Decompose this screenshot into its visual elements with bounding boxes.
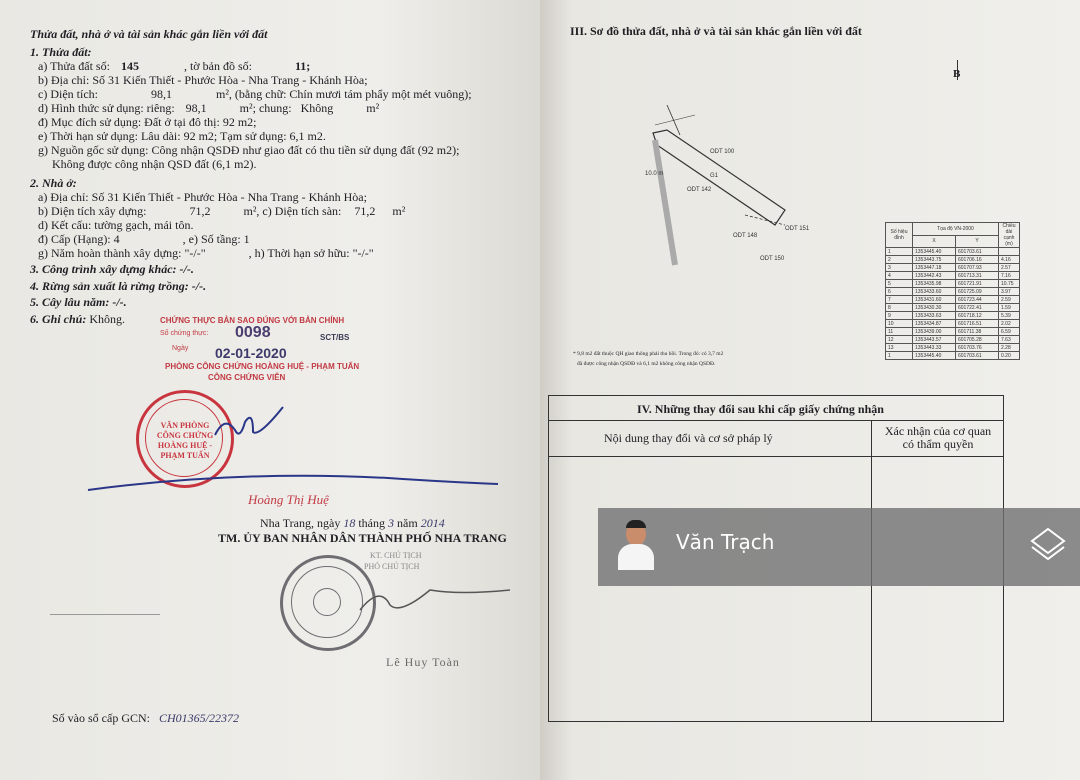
north-label: B <box>953 68 961 80</box>
map-label-odt142: ODT 142 <box>687 187 712 193</box>
table-row <box>886 328 1020 336</box>
table-cell: 6 <box>886 288 913 296</box>
table-cell: 1353434.87 <box>913 320 956 328</box>
watermark-banner <box>598 508 1080 586</box>
section-5: 5. Cây lâu năm: -/-. <box>30 295 127 309</box>
map-label-odt151: ODT 151 <box>785 226 810 232</box>
table-cell: 1353443.33 <box>913 344 956 352</box>
table-cell: 601707.93 <box>956 264 999 272</box>
coordinate-table <box>885 222 1020 360</box>
map-label-odt150: ODT 150 <box>760 256 785 262</box>
table-cell: 2.57 <box>999 264 1020 272</box>
table-row <box>886 336 1020 344</box>
section-3: 3. Công trình xây dựng khác: -/-. <box>30 262 194 276</box>
table-cell: 2.02 <box>999 320 1020 328</box>
table-row <box>886 280 1020 288</box>
usage-term-line: e) Thời hạn sử dụng: Lâu dài: 92 m2; Tạm sử dụng: 6,1 m2. <box>38 129 326 143</box>
section-3-title: III. Sơ đồ thửa đất, nhà ở và tài sản khác gắn liền với đất <box>570 24 862 38</box>
map-label-odt148: ODT 148 <box>733 233 758 239</box>
table-row <box>886 312 1020 320</box>
table-cell: 5.39 <box>999 312 1020 320</box>
table-row <box>886 320 1020 328</box>
table-cell: 1353433.60 <box>913 288 956 296</box>
chairman-name: Lê Huy Toàn <box>386 655 460 669</box>
table-cell: 601716.51 <box>956 320 999 328</box>
table-cell: 601703.61 <box>956 352 999 360</box>
table-cell: 1 <box>886 248 913 256</box>
table-cell: 601706.16 <box>956 256 999 264</box>
table-cell: 10.75 <box>999 280 1020 288</box>
table-cell: 1.59 <box>999 304 1020 312</box>
parcel-number-line: a) Thửa đất số: 145 , tờ bản đồ số: 11; <box>38 59 311 73</box>
table-cell: 10 <box>886 320 913 328</box>
right-page <box>540 0 1080 780</box>
table-cell: 7 <box>886 296 913 304</box>
table-cell: 1353445.40 <box>913 248 956 256</box>
col-changes: Nội dung thay đổi và cơ sở pháp lý <box>604 431 773 445</box>
table-row <box>886 256 1020 264</box>
chairman-signature <box>340 580 520 620</box>
completion-line: g) Năm hoàn thành xây dựng: "-/-" , h) Thời hạn sở hữu: "-/-" <box>38 246 374 260</box>
table-cell: 2 <box>886 256 913 264</box>
notary-signer-name: Hoàng Thị Huệ <box>248 492 329 507</box>
table-cell: 7.63 <box>999 336 1020 344</box>
table-cell: 1353443.75 <box>913 256 956 264</box>
cert-office: PHÒNG CÔNG CHỨNG HOÀNG HUỆ - PHẠM TUẤN <box>165 362 360 371</box>
table-row <box>886 288 1020 296</box>
section-4: 4. Rừng sản xuất là rừng trồng: -/-. <box>30 279 207 293</box>
area-line: c) Diện tích: 98,1 m², (bằng chữ: Chín mươi tám phẩy một mét vuông); <box>38 87 472 101</box>
col-vertex: Số hiệu đỉnh <box>886 223 913 248</box>
table-row <box>886 264 1020 272</box>
table-cell: 601713.31 <box>956 272 999 280</box>
table-cell: 7.16 <box>999 272 1020 280</box>
table-cell: 1353433.63 <box>913 312 956 320</box>
table-cell: 601711.38 <box>956 328 999 336</box>
table-cell: 1353435.98 <box>913 280 956 288</box>
table-row <box>886 352 1020 360</box>
note-1: * 9,8 m2 đất thuộc QH giao thông phải thu hồi. Trong đó: có 3,7 m2 <box>573 351 724 357</box>
table-cell: 601718.12 <box>956 312 999 320</box>
origin-line-2: Không được công nhận QSD đất (6,1 m2). <box>52 157 257 171</box>
avatar[interactable] <box>616 520 656 570</box>
cert-date-label: Ngày <box>172 345 189 352</box>
origin-line: g) Nguồn gốc sử dụng: Công nhận QSDĐ như giao đất có thu tiền sử dụng đất (92 m2); <box>38 143 460 157</box>
table-cell: 1353430.30 <box>913 304 956 312</box>
table-row <box>886 296 1020 304</box>
table-cell: 1353447.18 <box>913 264 956 272</box>
grade-line: đ) Cấp (Hạng): 4 , e) Số tầng: 1 <box>38 232 250 246</box>
table-cell: 2.59 <box>999 296 1020 304</box>
col-length: Chiều dài cạnh (m) <box>999 223 1020 248</box>
col-coords: Tọa độ VN-2000 <box>913 223 999 236</box>
map-label-g1: G1 <box>710 173 719 179</box>
kt-label: KT. CHỦ TỊCH <box>370 551 422 560</box>
usage-form-line: d) Hình thức sử dụng: riêng: 98,1 m²; chung: Không m² <box>38 101 380 115</box>
col-y: Y <box>956 235 999 248</box>
table-cell: 12 <box>886 336 913 344</box>
table-cell: 3.97 <box>999 288 1020 296</box>
watermark-name: Văn Trạch <box>676 530 775 554</box>
notary-signature <box>80 395 520 505</box>
table-cell: 601725.09 <box>956 288 999 296</box>
table-cell: 1353439.00 <box>913 328 956 336</box>
table-row <box>886 248 1020 256</box>
table-cell: 601723.44 <box>956 296 999 304</box>
table-cell: 601721.91 <box>956 280 999 288</box>
structure-line: d) Kết cấu: tường gạch, mái tôn. <box>38 218 194 232</box>
table-cell: 0.20 <box>999 352 1020 360</box>
layers-icon <box>1030 525 1066 565</box>
table-cell <box>999 248 1020 256</box>
place-date: Nha Trang, ngày 18 tháng 3 năm 2014 <box>260 516 445 530</box>
cert-date: 02-01-2020 <box>215 345 287 361</box>
table-cell: 5 <box>886 280 913 288</box>
section-4-title: IV. Những thay đổi sau khi cấp giấy chứng nhận <box>637 402 884 416</box>
table-cell: 9 <box>886 312 913 320</box>
col-confirmation: Xác nhận của cơ quan có thẩm quyền <box>884 424 992 451</box>
table-cell: 4 <box>886 272 913 280</box>
table-cell: 2.28 <box>999 344 1020 352</box>
table-cell: 11 <box>886 328 913 336</box>
map-label-road-width: 10.0 m <box>645 171 664 177</box>
section-1-title: 1. Thửa đất: <box>30 45 92 59</box>
map-label-odt100: ODT 100 <box>710 149 735 155</box>
table-cell: 1353443.57 <box>913 336 956 344</box>
parcel-sketch <box>635 75 835 270</box>
table-row <box>886 272 1020 280</box>
col-x: X <box>913 235 956 248</box>
registration-line: Số vào sổ cấp GCN: CH01365/22372 <box>52 711 240 725</box>
house-area-line: b) Diện tích xây dựng: 71,2 m², c) Diện tích sàn: 71,2 m² <box>38 204 406 218</box>
table-cell: 1353442.43 <box>913 272 956 280</box>
table-cell: 601705.28 <box>956 336 999 344</box>
notary-seal-stamp: VĂN PHÒNG CÔNG CHỨNG HOÀNG HUỆ - PHẠM TUẤN <box>136 390 234 488</box>
table-cell: 1353431.60 <box>913 296 956 304</box>
left-header: Thửa đất, nhà ở và tài sản khác gắn liền với đất <box>30 27 268 41</box>
table-cell: 601722.41 <box>956 304 999 312</box>
section-6: 6. Ghi chú: Không. <box>30 312 126 326</box>
house-address-line: a) Địa chỉ: Số 31 Kiến Thiết - Phước Hòa - Nha Trang - Khánh Hòa; <box>38 190 367 204</box>
table-row <box>886 344 1020 352</box>
table-cell: 601703.76 <box>956 344 999 352</box>
table-cell: 601703.61 <box>956 248 999 256</box>
table-cell: 8 <box>886 304 913 312</box>
cert-role: CÔNG CHỨNG VIÊN <box>208 373 286 382</box>
usage-purpose-line: đ) Mục đích sử dụng: Đất ở tại đô thị: 92 m2; <box>38 115 257 129</box>
cert-book: SCT/BS <box>320 333 350 342</box>
authority-title: TM. ỦY BAN NHÂN DÂN THÀNH PHỐ NHA TRANG <box>218 531 507 545</box>
table-cell: 6.59 <box>999 328 1020 336</box>
divider <box>50 614 160 615</box>
cert-no-label: Số chứng thực: <box>160 330 209 337</box>
table-cell: 4.16 <box>999 256 1020 264</box>
table-cell: 1 <box>886 352 913 360</box>
note-2: đã được công nhận QSDĐ và 6,1 m2 không công nhận QSDĐ. <box>577 361 716 367</box>
table-cell: 13 <box>886 344 913 352</box>
cert-title: CHỨNG THỰC BẢN SAO ĐÚNG VỚI BẢN CHÍNH <box>160 316 345 325</box>
vice-chairman-label: PHÓ CHỦ TỊCH <box>364 562 420 571</box>
table-cell: 1353445.40 <box>913 352 956 360</box>
table-cell: 3 <box>886 264 913 272</box>
section-2-title: 2. Nhà ở: <box>30 176 77 190</box>
address-line: b) Địa chỉ: Số 31 Kiến Thiết - Phước Hòa - Nha Trang - Khánh Hòa; <box>38 73 368 87</box>
table-row <box>886 304 1020 312</box>
cert-number: 0098 <box>235 324 271 341</box>
